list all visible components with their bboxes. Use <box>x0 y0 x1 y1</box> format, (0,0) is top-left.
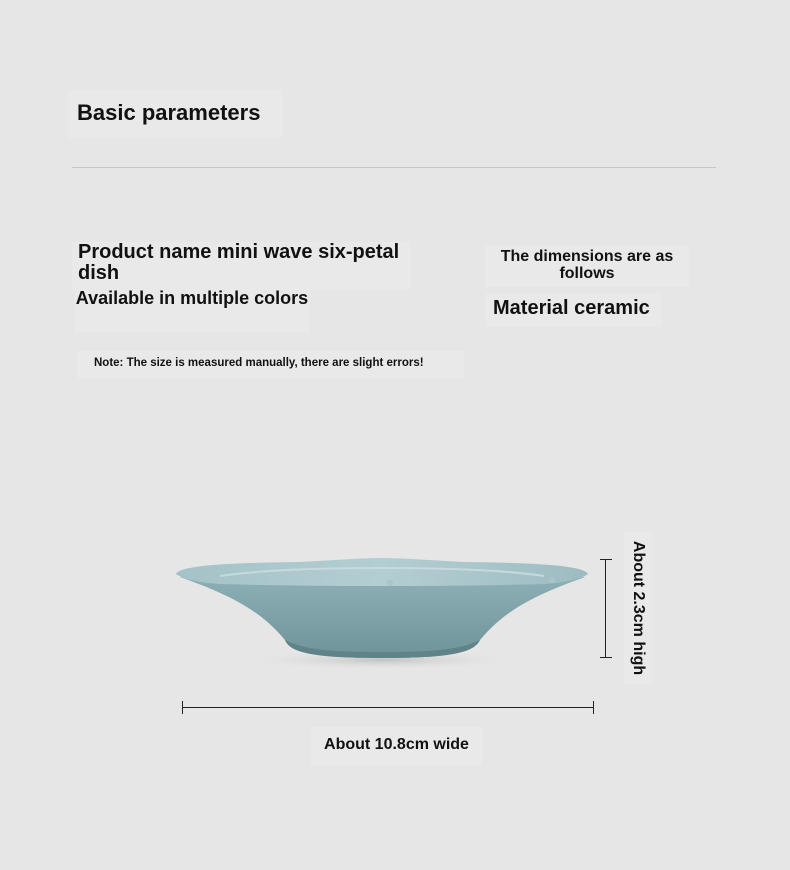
section-title: Basic parameters <box>68 90 282 138</box>
colors-note-label: Available in multiple colors <box>74 288 310 332</box>
material-label: Material ceramic <box>486 293 662 327</box>
dimensions-note-label: The dimensions are as follows <box>485 245 689 287</box>
width-label: About 10.8cm wide <box>311 727 482 765</box>
section-divider <box>72 167 716 168</box>
size-measurement-note: Note: The size is measured manually, there are slight errors! <box>78 351 464 379</box>
dish-rim <box>176 558 588 586</box>
rim-petal-notch <box>387 580 393 586</box>
width-dimension-tick <box>182 701 183 714</box>
height-dimension-line <box>605 559 606 658</box>
dish-body <box>180 577 585 658</box>
rim-petal-notch <box>549 577 555 583</box>
rim-petal-notch <box>217 577 223 583</box>
width-dimension-line <box>182 707 594 708</box>
height-dimension-tick <box>600 657 612 658</box>
dish-image <box>160 500 600 680</box>
height-dimension-tick <box>600 559 612 560</box>
height-label: About 2.3cm high <box>630 540 647 676</box>
width-dimension-tick <box>593 701 594 714</box>
product-name-label: Product name mini wave six-petal dish <box>72 242 410 290</box>
height-label-box <box>624 532 652 684</box>
